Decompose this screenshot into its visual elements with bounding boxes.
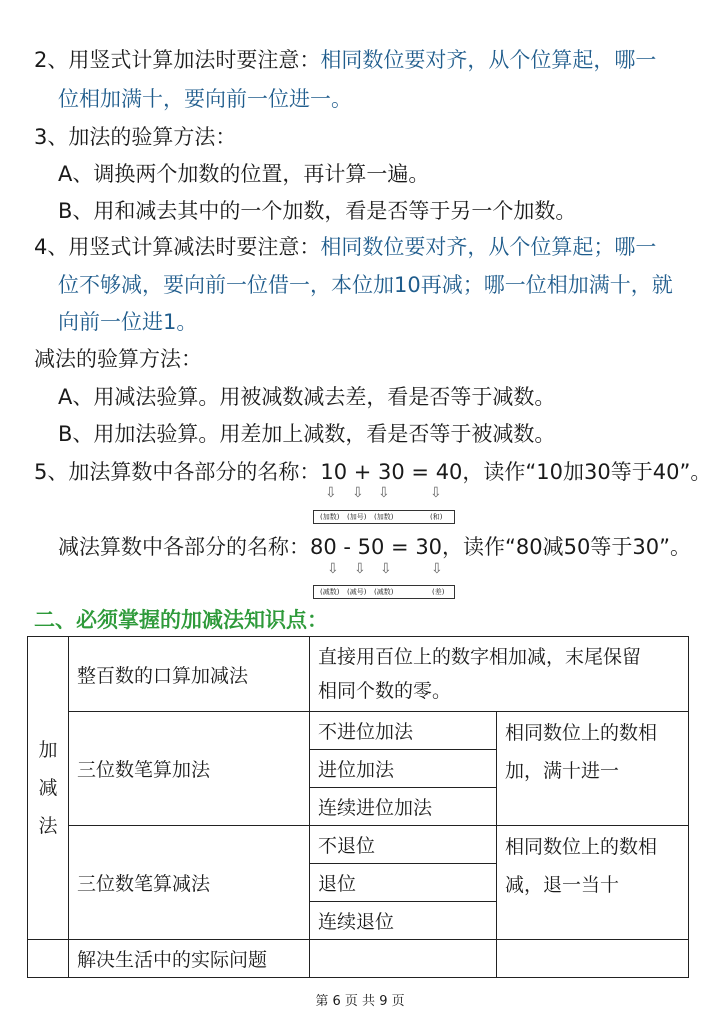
row-1-description xyxy=(310,637,689,712)
down-arrow-icon: ⇩ xyxy=(378,485,390,501)
category-cell-bottom xyxy=(28,940,69,978)
plus-sign-label: (加号) xyxy=(347,513,367,521)
row-2-rule-line: 相同数位上的数相 xyxy=(505,722,658,744)
point-4-line-2: 位不够减，要向前一位借一，本位加10再减；哪一位相加满十，就 xyxy=(58,273,673,297)
point-2-line-1 xyxy=(34,44,656,76)
down-arrow-icon: ⇩ xyxy=(380,561,392,577)
row-3-rule-line: 相同数位上的数相 xyxy=(505,836,658,858)
category-char: 减 xyxy=(38,777,58,799)
row-4-name: 解决生活中的实际问题 xyxy=(69,940,310,978)
row-2-sub-2: 进位加法 xyxy=(310,750,497,788)
point-4-prefix: 4、用竖式计算减法时要注意： xyxy=(34,235,321,259)
down-arrow-icon: ⇩ xyxy=(327,561,339,577)
row-1-description-line: 相同个数的零。 xyxy=(318,680,452,702)
subtraction-check-a: A、用减法验算。用被减数减去差，看是否等于减数。 xyxy=(58,385,556,409)
row-4-empty xyxy=(497,940,689,978)
down-arrow-icon: ⇩ xyxy=(325,485,337,501)
difference-label: (差) xyxy=(432,588,445,596)
row-3-rule xyxy=(497,826,689,940)
row-3-rule-line: 减，退一当十 xyxy=(505,874,620,896)
row-3-sub-1: 不退位 xyxy=(310,826,497,864)
section-2-title: 二、必须掌握的加减法知识点： xyxy=(34,608,328,632)
subtraction-parts-box xyxy=(313,585,455,599)
row-3-name: 三位数笔算减法 xyxy=(69,826,310,940)
row-2-rule-line: 加，满十进一 xyxy=(505,760,620,782)
category-char: 法 xyxy=(38,815,58,837)
row-3-sub-3: 连续退位 xyxy=(310,902,497,940)
category-cell xyxy=(28,637,69,940)
category-char: 加 xyxy=(38,739,58,761)
point-4-line-3: 向前一位进1。 xyxy=(58,310,198,334)
addend-label: (加数) xyxy=(374,513,394,521)
row-3-sub-2: 退位 xyxy=(310,864,497,902)
down-arrow-icon: ⇩ xyxy=(430,485,442,501)
point-3-b: B、用和减去其中的一个加数，看是否等于另一个加数。 xyxy=(58,199,577,223)
sum-label: (和) xyxy=(430,513,443,521)
addition-parts-line: 5、加法算数中各部分的名称：10 + 30 = 40，读作“10加30等于40”。 xyxy=(34,460,712,484)
row-4-empty xyxy=(310,940,497,978)
point-2-prefix: 2、用竖式计算加法时要注意： xyxy=(34,48,321,72)
row-2-sub-3: 连续进位加法 xyxy=(310,788,497,826)
addend-label: (加数) xyxy=(320,513,340,521)
row-2-name: 三位数笔算加法 xyxy=(69,712,310,826)
point-4-rule: 相同数位要对齐，从个位算起；哪一 xyxy=(320,235,657,259)
point-3-title: 3、加法的验算方法： xyxy=(34,125,237,149)
row-1-description-line: 直接用百位上的数字相加减，末尾保留 xyxy=(318,646,642,668)
row-1-name: 整百数的口算加减法 xyxy=(69,637,310,712)
knowledge-table xyxy=(27,636,689,978)
subtrahend-label: (减数) xyxy=(374,588,394,596)
page-footer: 第 6 页 共 9 页 xyxy=(315,994,405,1009)
row-2-sub-1: 不进位加法 xyxy=(310,712,497,750)
point-3-a: A、调换两个加数的位置，再计算一遍。 xyxy=(58,162,430,186)
subtraction-parts-line: 减法算数中各部分的名称：80 - 50 = 30，读作“80减50等于30”。 xyxy=(58,535,691,559)
down-arrow-icon: ⇩ xyxy=(352,485,364,501)
point-2-rule: 相同数位要对齐，从个位算起，哪一 xyxy=(320,48,657,72)
row-2-rule xyxy=(497,712,689,826)
minuend-label: (减数) xyxy=(320,588,340,596)
down-arrow-icon: ⇩ xyxy=(431,561,443,577)
subtraction-check-title: 减法的验算方法： xyxy=(34,347,202,371)
point-4-line-1 xyxy=(34,231,656,263)
minus-sign-label: (减号) xyxy=(347,588,367,596)
subtraction-check-b: B、用加法验算。用差加上减数，看是否等于被减数。 xyxy=(58,422,556,446)
down-arrow-icon: ⇩ xyxy=(354,561,366,577)
point-2-line-2: 位相加满十，要向前一位进一。 xyxy=(58,87,352,111)
addition-parts-box xyxy=(313,510,455,524)
